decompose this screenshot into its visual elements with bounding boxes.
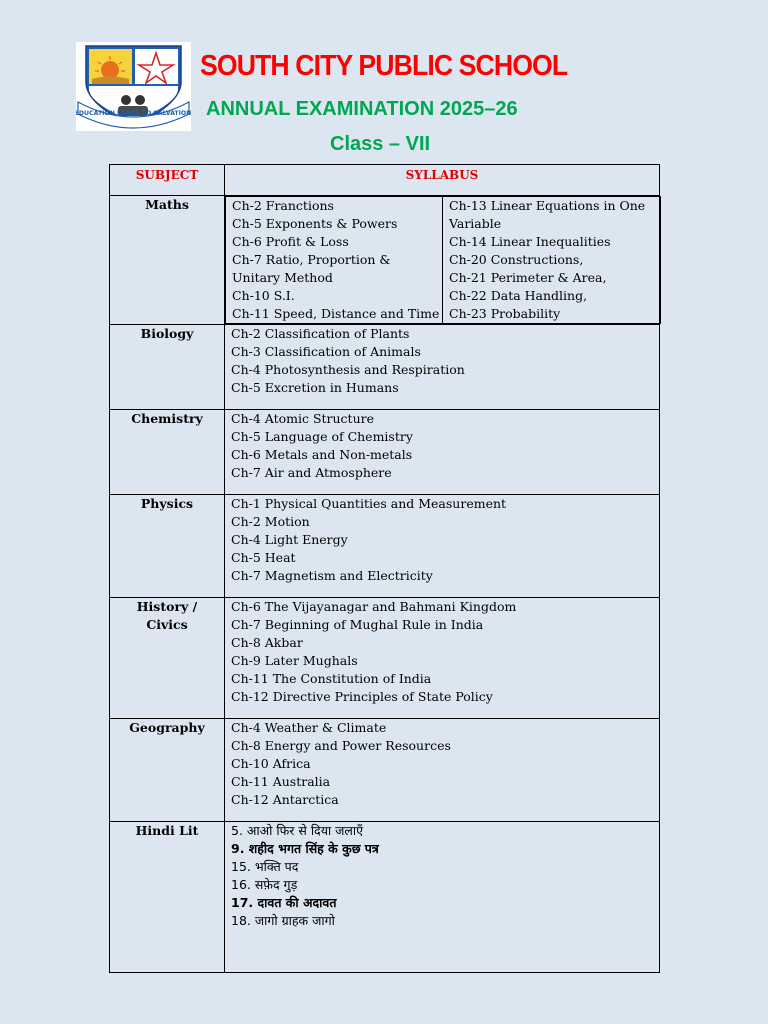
list-item: Ch-5 Excretion in Humans — [231, 380, 399, 395]
table-header-row — [110, 165, 660, 196]
subject-maths: Maths — [110, 196, 225, 325]
list-item: Ch-5 Heat — [231, 550, 296, 565]
list-item: Ch-11 The Constitution of India — [231, 671, 432, 686]
list-item: Ch-2 Franctions — [232, 198, 334, 213]
list-item: Ch-5 Language of Chemistry — [231, 429, 413, 444]
list-item: Ch-7 Beginning of Mughal Rule in India — [231, 617, 484, 632]
school-logo — [76, 42, 191, 131]
subject-column-header: SUBJECT — [110, 165, 225, 196]
svg-text:EDUCATION LEADS TO SALVATION: EDUCATION LEADS TO SALVATION — [76, 110, 191, 117]
list-item: Ch-3 Classification of Animals — [231, 344, 421, 359]
syllabus-history-civics — [225, 598, 660, 719]
list-item: Ch-5 Exponents & Powers — [232, 216, 398, 231]
list-item: Ch-20 Constructions, — [449, 252, 584, 267]
list-item: Ch-23 Probability — [449, 306, 561, 321]
list-item: Ch-12 Directive Principles of State Policy — [231, 689, 493, 704]
class-title: Class – VII — [330, 133, 431, 155]
exam-title: ANNUAL EXAMINATION 2025–26 — [206, 98, 518, 120]
list-item: Ch-8 Akbar — [231, 635, 303, 650]
list-item: 17. दावत की अदावत — [231, 895, 337, 910]
table-row — [110, 822, 660, 973]
list-item: Ch-4 Photosynthesis and Respiration — [231, 362, 465, 377]
list-item: Ch-22 Data Handling, — [449, 288, 588, 303]
list-item: Ch-6 Metals and Non-metals — [231, 447, 413, 462]
table-row — [110, 325, 660, 410]
list-item: Ch-1 Physical Quantities and Measurement — [231, 496, 507, 511]
list-item: Ch-8 Energy and Power Resources — [231, 738, 451, 753]
list-item: Ch-2 Classification of Plants — [231, 326, 410, 341]
subject-history-civics: History / Civics — [110, 598, 225, 719]
list-item: Ch-21 Perimeter & Area, — [449, 270, 607, 285]
syllabus-geography — [225, 719, 660, 822]
list-item: Ch-10 S.I. — [232, 288, 295, 303]
syllabus-biology — [225, 325, 660, 410]
list-item: Ch-7 Air and Atmosphere — [231, 465, 392, 480]
subject-geography: Geography — [110, 719, 225, 822]
list-item: Ch-6 The Vijayanagar and Bahmani Kingdom — [231, 599, 517, 614]
list-item: Ch-7 Magnetism and Electricity — [231, 568, 433, 583]
list-item: Ch-11 Australia — [231, 774, 331, 789]
list-item: Ch-13 Linear Equations in One Variable — [449, 198, 646, 231]
table-row — [110, 598, 660, 719]
syllabus-chemistry — [225, 410, 660, 495]
syllabus-column-header: SYLLABUS — [225, 165, 660, 196]
list-item: Ch-4 Weather & Climate — [231, 720, 387, 735]
list-item: Ch-2 Motion — [231, 514, 310, 529]
school-crest-icon — [76, 42, 191, 131]
school-name: SOUTH CITY PUBLIC SCHOOL — [200, 50, 568, 82]
subject-physics: Physics — [110, 495, 225, 598]
list-item: Ch-9 Later Mughals — [231, 653, 358, 668]
list-item: Ch-6 Profit & Loss — [232, 234, 349, 249]
list-item: Ch-4 Light Energy — [231, 532, 348, 547]
table-row — [110, 719, 660, 822]
table-row — [110, 410, 660, 495]
syllabus-table — [109, 164, 660, 973]
syllabus-hindi-lit — [225, 822, 660, 973]
list-item: 16. सफ़ेद गुड़ — [231, 877, 298, 892]
list-item: Ch-4 Atomic Structure — [231, 411, 375, 426]
table-row — [110, 196, 660, 325]
list-item: Ch-11 Speed, Distance and Time — [232, 306, 440, 321]
list-item: Ch-10 Africa — [231, 756, 311, 771]
subject-chemistry: Chemistry — [110, 410, 225, 495]
list-item: 9. शहीद भगत सिंह के कुछ पत्र — [231, 841, 379, 856]
subject-biology: Biology — [110, 325, 225, 410]
list-item: Ch-14 Linear Inequalities — [449, 234, 611, 249]
list-item: Ch-12 Antarctica — [231, 792, 339, 807]
list-item: Ch-7 Ratio, Proportion & Unitary Method — [232, 252, 391, 285]
syllabus-physics — [225, 495, 660, 598]
list-item: 5. आओ फिर से दिया जलाएँ — [231, 823, 364, 838]
syllabus-maths — [225, 196, 660, 325]
list-item: 18. जागो ग्राहक जागो — [231, 913, 335, 928]
list-item: 15. भक्ति पद — [231, 859, 299, 874]
subject-hindi-lit: Hindi Lit — [110, 822, 225, 973]
table-row — [110, 495, 660, 598]
